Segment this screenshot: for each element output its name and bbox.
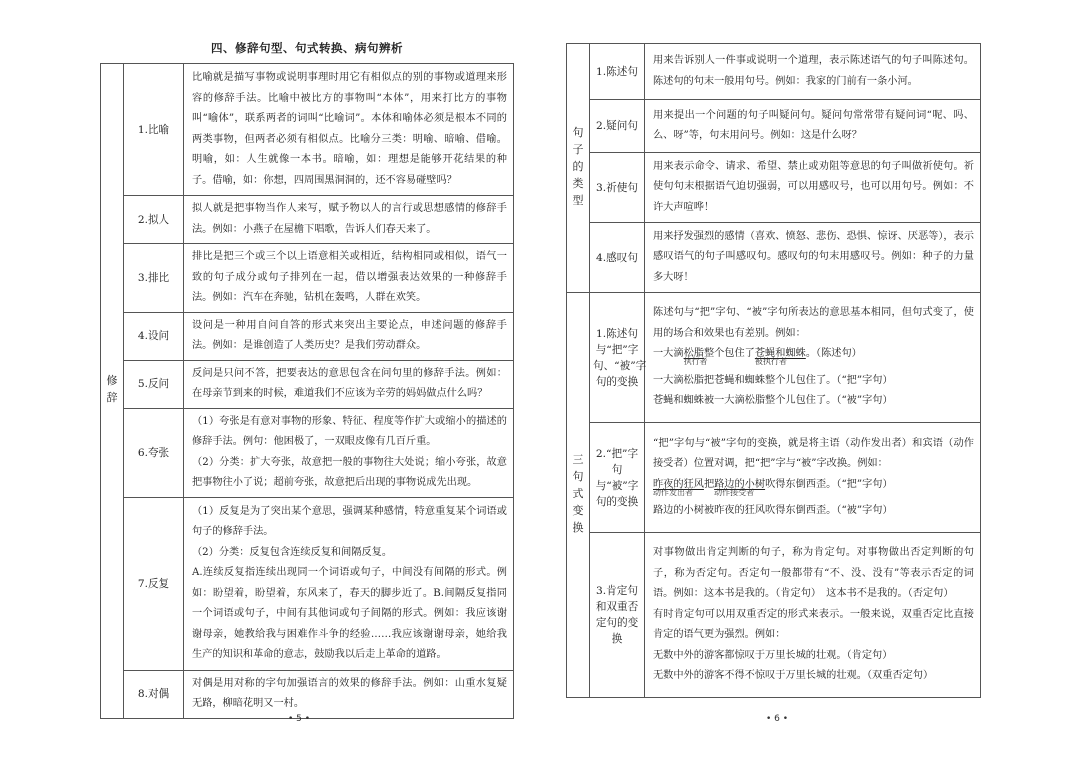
annotated-phrase <box>653 478 704 497</box>
paragraph: 对事物做出肯定判断的句子，称为肯定句。对事物做出否定判断的句子，称为否定句。否定句一般都带有“不、没、没有”等表示否定的词语。例如：这本书是我的。（肯定句） 这本书不是我的。（否定句） <box>653 547 974 600</box>
example-annotated <box>653 475 974 496</box>
row-description: 对偶是用对称的字句加强语言的效果的修辞手法。例如：山重水复疑无路，柳暗花明又一村。 <box>184 670 514 718</box>
row-name: 4.设问 <box>124 312 184 360</box>
paragraph: 有时肯定句可以用双重否定的形式来表示。一般来说，双重否定比直接肯定的语气更为强烈。例如： <box>653 608 974 641</box>
text-fragment: 一大滴 <box>653 348 684 360</box>
row-description: 排比是把三个或三个以上语意相关或相近，结构相同或相似，语气一致的句子成分或句子排列在一起，借以增强表达效果的一种修辞手法。例如：汽车在奔驰，钻机在轰鸣，人群在欢笑。 <box>184 244 514 313</box>
table-row <box>101 670 514 718</box>
category-label: 三句式变换 <box>572 452 584 534</box>
paragraph: 无数中外的游客都惊叹于万里长城的壮观。（肯定句） <box>653 649 893 661</box>
annotated-phrase <box>754 348 806 367</box>
row-description: 用来告诉别人一件事或说明一个道理，表示陈述语气的句子叫陈述句。陈述句的句末一般用句号。例如：我家的门前有一条小河。 <box>645 44 981 100</box>
underlined-text: 路边的小树 <box>714 478 766 490</box>
table-row <box>101 196 514 244</box>
table-row <box>101 497 514 670</box>
paragraph: “把”字句与“被”字句的变换，就是将主语（动作发出者）和宾语（动作接受者）位置对调，把“把”字与“被”字改换。例如： <box>653 437 974 469</box>
annotation-label: 执行者 <box>683 357 708 367</box>
paragraph: （2）分类：反复包含连续反复和间隔反复。 <box>192 546 393 558</box>
text-fragment: 整个包住了 <box>703 348 755 360</box>
category-label: 修辞 <box>106 374 118 404</box>
row-description: 设问是一种用自问自答的形式来突出主要论点，申述问题的修辞手法。例如：是谁创造了人类历史？是我们劳动群众。 <box>184 312 514 360</box>
row-name: 2.疑问句 <box>590 100 645 153</box>
page-number-right: • 6 • <box>766 714 789 724</box>
row-description: 用来抒发强烈的感情（喜欢、愤怒、悲伤、恐惧、惊讶、厌恶等），表示感叹语气的句子叫感叹句。感叹句的句末用感叹号。例如：种子的力量多大呀！ <box>645 223 981 293</box>
text-fragment: 吹得东倒西歪。（“把”字句） <box>765 478 893 490</box>
paragraph: 一大滴松脂把苍蝇和蜘蛛整个儿包住了。（“把”字句） <box>653 374 893 386</box>
underlined-text: 苍蝇和蜘蛛 <box>754 348 806 360</box>
table-row <box>567 100 981 153</box>
table-row <box>567 423 981 533</box>
row-name: 8.对偶 <box>124 670 184 718</box>
table-row <box>567 223 981 293</box>
row-description: 拟人就是把事物当作人来写，赋予物以人的言行或思想感情的修辞手法。例如：小燕子在屋檐下唱歌，告诉人们春天来了。 <box>184 196 514 244</box>
section-title: 四、修辞句型、句式转换、病句辨析 <box>211 41 403 55</box>
example-annotated <box>653 344 974 365</box>
category-label: 句子的类型 <box>572 125 584 207</box>
table-row <box>567 533 981 698</box>
annotated-phrase <box>683 348 708 367</box>
table-row <box>567 153 981 223</box>
row-name: 6.夸张 <box>124 408 184 497</box>
row-name: 1.陈述句与“把”字句、“被”字句的变换 <box>590 293 645 423</box>
table-row <box>101 244 514 313</box>
row-description: 用来提出一个问题的句子叫疑问句。疑问句常常带有疑问词“呢、吗、么、呀”等，句末用问号。例如：这是什么呀？ <box>645 100 981 153</box>
row-description <box>645 533 981 698</box>
row-description <box>645 293 981 423</box>
row-name: 3.肯定句和双重否定句的变换 <box>590 533 645 698</box>
paragraph: （1）反复是为了突出某个意思，强调某种感情，特意重复某个词语或句子的修辞手法。 <box>192 505 507 537</box>
table-row <box>101 408 514 497</box>
row-description: 用来表示命令、请求、希望、禁止或劝阻等意思的句子叫做祈使句。祈使句句末根据语气迫切强弱，可以用感叹号，也可以用句号。例如：不许大声喧哗！ <box>645 153 981 223</box>
paragraph: A.连续反复指连续出现同一个词语或句子，中间没有间隔的形式。例如：盼望着，盼望着，东风来了，春天的脚步近了。B.间隔反复指同一个词语或句子，中间有其他词或句子间隔的形式。例如：我应该谢谢母亲，她教给我与困难作斗争的经验……我应该谢谢母亲，她给我生产的知识和革命的意志，鼓励我以后走上革命的道路。 <box>192 567 507 660</box>
paragraph: 陈述句与“把”字句、“被”字句所表达的意思基本相同，但句式变了，使用的场合和效果也有差别。例如： <box>653 307 974 339</box>
category-cell <box>101 64 124 719</box>
text-fragment: 把 <box>703 478 715 490</box>
category-cell <box>567 293 590 698</box>
table-row <box>101 312 514 360</box>
paragraph: 苍蝇和蜘蛛被一大滴松脂整个儿包住了。（“被”字句） <box>653 395 893 407</box>
annotation-label: 被执行者 <box>754 357 787 367</box>
row-description <box>184 497 514 670</box>
sentence-table <box>566 43 981 698</box>
row-name: 3.排比 <box>124 244 184 313</box>
underlined-text: 松脂 <box>683 348 704 360</box>
row-name: 2.“把”字句与“被”字句的变换 <box>590 423 645 533</box>
table-row <box>567 293 981 423</box>
category-cell <box>567 44 590 293</box>
annotation-label: 动作发出者 <box>653 487 693 497</box>
paragraph: 路边的小树被昨夜的狂风吹得东倒西歪。（“被”字句） <box>653 505 893 516</box>
row-description <box>184 408 514 497</box>
annotated-phrase <box>714 478 766 497</box>
row-name: 5.反问 <box>124 360 184 408</box>
row-description: 反问是只问不答，把要表达的意思包含在问句里的修辞手法。例如：在母亲节到来的时候，难道我们不应该为辛劳的妈妈做点什么吗？ <box>184 360 514 408</box>
table-row <box>567 44 981 100</box>
row-name: 1.比喻 <box>124 64 184 196</box>
page-number-left: • 5 • <box>288 714 311 724</box>
rhetoric-table <box>100 63 514 719</box>
paragraph: （1）夸张是有意对事物的形象、特征、程度等作扩大或缩小的描述的修辞手法。例句：他困极了，一双眼皮像有几百斤重。 <box>192 415 507 447</box>
paragraph: （2）分类：扩大夸张，故意把一般的事物往大处说；缩小夸张，故意把事物往小了说；超前夸张，故意把后出现的事物说成先出现。 <box>192 456 507 488</box>
row-name: 3.祈使句 <box>590 153 645 223</box>
row-name: 4.感叹句 <box>590 223 645 293</box>
row-name: 1.陈述句 <box>590 44 645 100</box>
table-row <box>101 360 514 408</box>
row-name: 7.反复 <box>124 497 184 670</box>
underlined-text: 昨夜的狂风 <box>653 478 704 490</box>
annotation-label: 动作接受者 <box>714 487 755 497</box>
paragraph: 无数中外的游客不得不惊叹于万里长城的壮观。（双重否定句） <box>653 670 934 682</box>
text-fragment: 。（陈述句） <box>805 348 862 360</box>
table-row <box>101 64 514 196</box>
row-description <box>645 423 981 533</box>
row-name: 2.拟人 <box>124 196 184 244</box>
row-description: 比喻就是描写事物或说明事理时用它有相似点的别的事物或道理来形容的修辞手法。比喻中被比方的事物叫“本体”，用来打比方的事物叫“喻体”，联系两者的词叫“比喻词”。本体和喻体必须是根本不同的两类事物，但两者必须有相似点。比喻分三类：明喻、暗喻、借喻。明喻，如：人生就像一本书。暗喻，如：理想是能够开花结果的种子。借喻，如：你想，四周围黑洞洞的，还不容易碰壁吗？ <box>184 64 514 196</box>
